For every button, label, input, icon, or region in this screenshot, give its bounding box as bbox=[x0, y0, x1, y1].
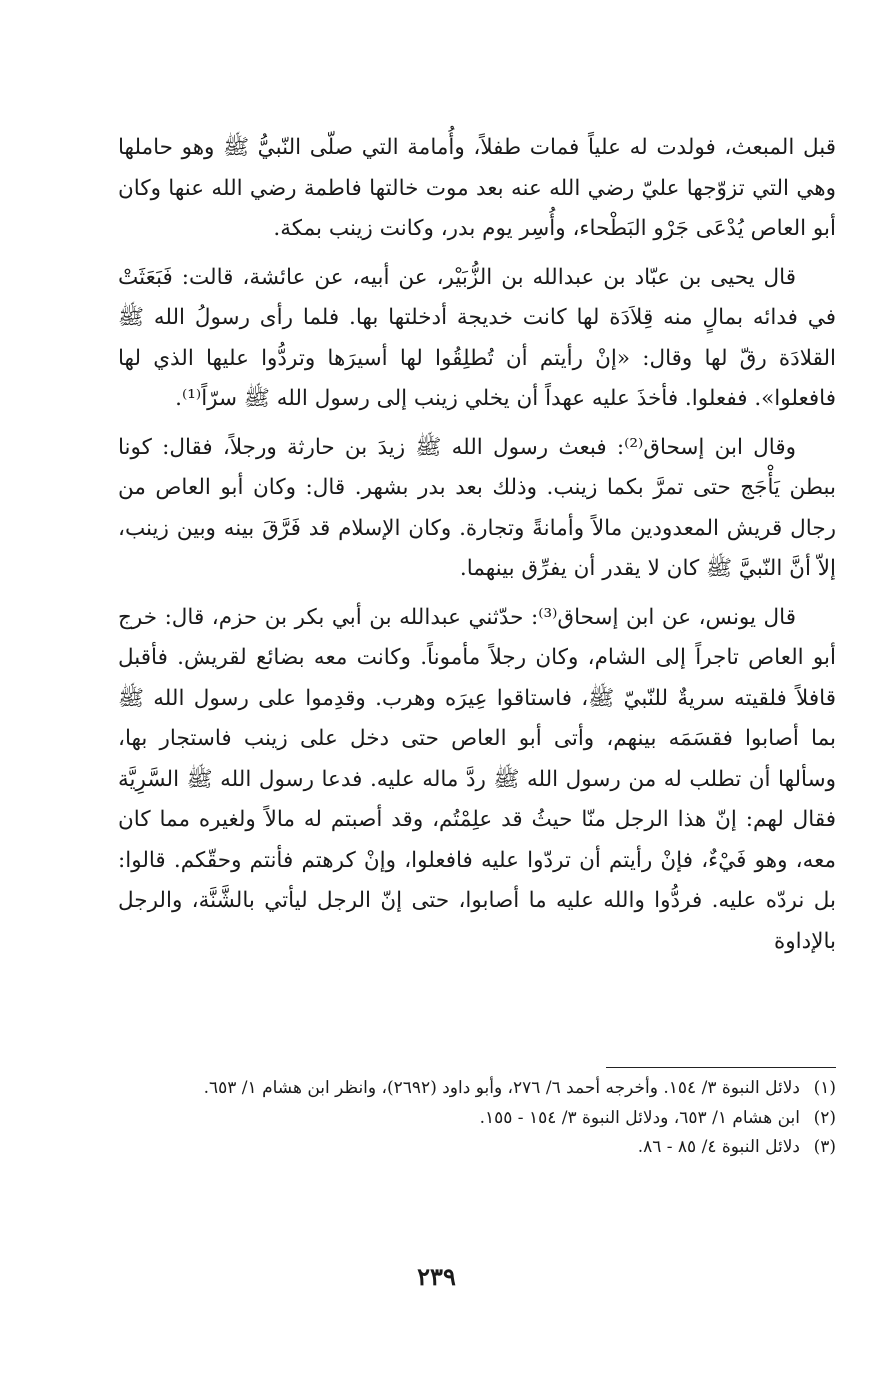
paragraph-3: وقال ابن إسحاق⁽²⁾: فبعث رسول الله ﷺ زيدَ بن حارثة ورجلاً، فقال: كونا ببطن يَأْجَج حتى تمرَّ بكما زينب. وذلك بعد بدر بشهر. قال: وكان أبو العاص من رجال قريش المعدودين مالاً وأمانةً وتجارة. وكان الإسلام قد فَرَّقَ بينه وبين زينب، إلاّ أنَّ النّبيَّ ﷺ كان لا يقدر أن يفرِّق بينهما. bbox=[118, 434, 836, 581]
footnote-text: ابن هشام ١/ ٦٥٣، ودلائل النبوة ٣/ ١٥٤ - ١٥٥. bbox=[479, 1107, 800, 1128]
footnote-2 bbox=[118, 1104, 836, 1133]
main-text bbox=[118, 128, 836, 970]
footnote-number: (٣) bbox=[813, 1137, 836, 1157]
footnote-number: (١) bbox=[813, 1078, 836, 1098]
footnote-1 bbox=[118, 1074, 836, 1103]
paragraph-1: قبل المبعث، فولدت له علياً فمات طفلاً، وأُمامة التي صلّى النّبيُّ ﷺ وهو حاملها وهي التي تزوّجها عليّ رضي الله عنه بعد موت خالتها فاطمة رضي الله عنها وكان أبو العاص يُدْعَى جَرْو البَطْحاء، وأُسِر يوم بدر، وكانت زينب بمكة. bbox=[118, 135, 836, 241]
footnote-3 bbox=[118, 1133, 836, 1162]
footnote-number: (٢) bbox=[813, 1107, 836, 1128]
footnotes bbox=[118, 1074, 836, 1163]
footnote-text: دلائل النبوة ٤/ ٨٥ - ٨٦. bbox=[637, 1137, 800, 1157]
paragraph-4: قال يونس، عن ابن إسحاق⁽³⁾: حدّثني عبدالله بن أبي بكر بن حزم، قال: خرج أبو العاص تاجراً إلى الشام، وكان رجلاً مأموناً. وكانت معه بضائع لقريش. فأقبل قافلاً فلقيته سريةٌ للنّبيّ ﷺ، فاستاقوا عِيرَه وهرب. وقدِموا على رسول الله ﷺ بما أصابوا فقسَمَه بينهم، وأتى أبو العاص حتى دخل على زينب فاستجار بها، وسألها أن تطلب له من رسول الله ﷺ ردَّ ماله عليه. فدعا رسول الله ﷺ السَّرِيَّة فقال لهم: إنّ هذا الرجل منّا حيثُ قد علِمْتُم، وقد أصبتم له مالاً ولغيره مما كان معه، وهو فَيْءٌ، فإنْ رأيتم أن تردّوا عليه فافعلوا، وإنْ كرهتم فأنتم وحقّكم. قالوا: بل نردّه عليه. فردُّوا والله عليه ما أصابوا، حتى إنّ الرجل ليأتي بالشَّنَّة، والرجل بالإداوة bbox=[118, 604, 836, 954]
footnote-divider bbox=[606, 1067, 836, 1068]
paragraph-2: قال يحيى بن عبّاد بن عبدالله بن الزُّبَيْر، عن أبيه، عن عائشة، قالت: فَبَعَثَتْ في فدائه بمالٍ منه قِلاَدَة لها كانت خديجة أدخلتها بها. فلما رأى رسولُ الله ﷺ القلادَة رقّ لها وقال: «إنْ رأيتم أن تُطلِقُوا لها أسيرَها وتردُّوا عليها الذي لها فافعلوا». ففعلوا. فأخذَ عليه عهداً أن يخلي زينب إلى رسول الله ﷺ سرّاً⁽¹⁾. bbox=[118, 264, 836, 411]
footnote-text: دلائل النبوة ٣/ ١٥٤. وأخرجه أحمد ٦/ ٢٧٦، وأبو داود (٢٦٩٢)، وانظر ابن هشام ١/ ٦٥٣. bbox=[203, 1078, 800, 1098]
page-number: ٢٣٩ bbox=[417, 1262, 456, 1291]
